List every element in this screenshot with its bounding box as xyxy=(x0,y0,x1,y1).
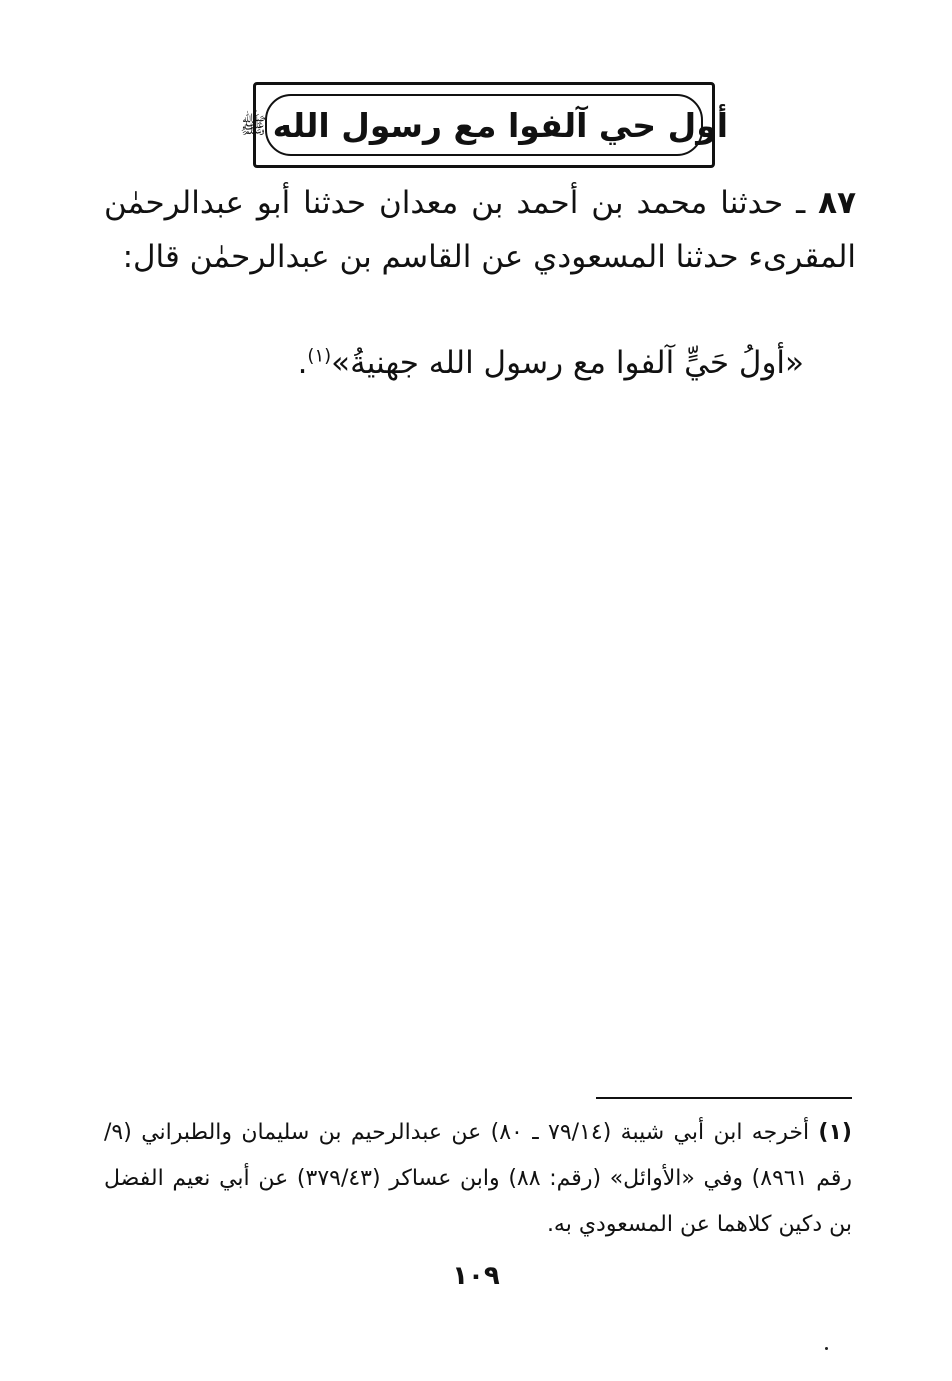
chapter-title-frame xyxy=(239,82,729,168)
quote-end-mark: . xyxy=(297,345,308,381)
hadith-number: ٨٧ xyxy=(818,185,856,221)
footnote-reference: (١) xyxy=(307,345,332,367)
footnote-text: أخرجه ابن أبي شيبة (٧٩/١٤ ـ ٨٠) عن عبدالرحيم بن سليمان والطبراني (٩/ رقم ٨٩٦١) وفي «الأوائل» (رقم: ٨٨) وابن عساكر (٣٧٩/٤٣) عن أبي نعيم الفضل بن دكين كلاهما عن المسعودي به. xyxy=(104,1120,853,1237)
hadith-isnad: حدثنا محمد بن أحمد بن معدان حدثنا أبو عبدالرحمٰن المقرىء حدثنا المسعودي عن القاسم بن عبدالرحمٰن قال: xyxy=(104,185,856,275)
hadith-separator: ـ xyxy=(796,185,806,221)
honorific-symbol: ﷺ xyxy=(239,114,267,139)
chapter-title xyxy=(239,105,729,145)
footnote xyxy=(104,1110,852,1248)
page-number: ١٠٩ xyxy=(452,1261,500,1291)
chapter-title-text: أول حي آلفوا مع رسول الله xyxy=(272,105,729,145)
footnote-number: (١) xyxy=(818,1120,852,1145)
footnote-divider xyxy=(596,1097,852,1099)
hadith-paragraph xyxy=(104,176,856,284)
hadith-quote xyxy=(104,336,804,390)
print-speck xyxy=(825,1347,828,1350)
hadith-quote-text: «أولُ حَيٍّ آلفوا مع رسول الله جهنيةُ» xyxy=(331,345,804,381)
